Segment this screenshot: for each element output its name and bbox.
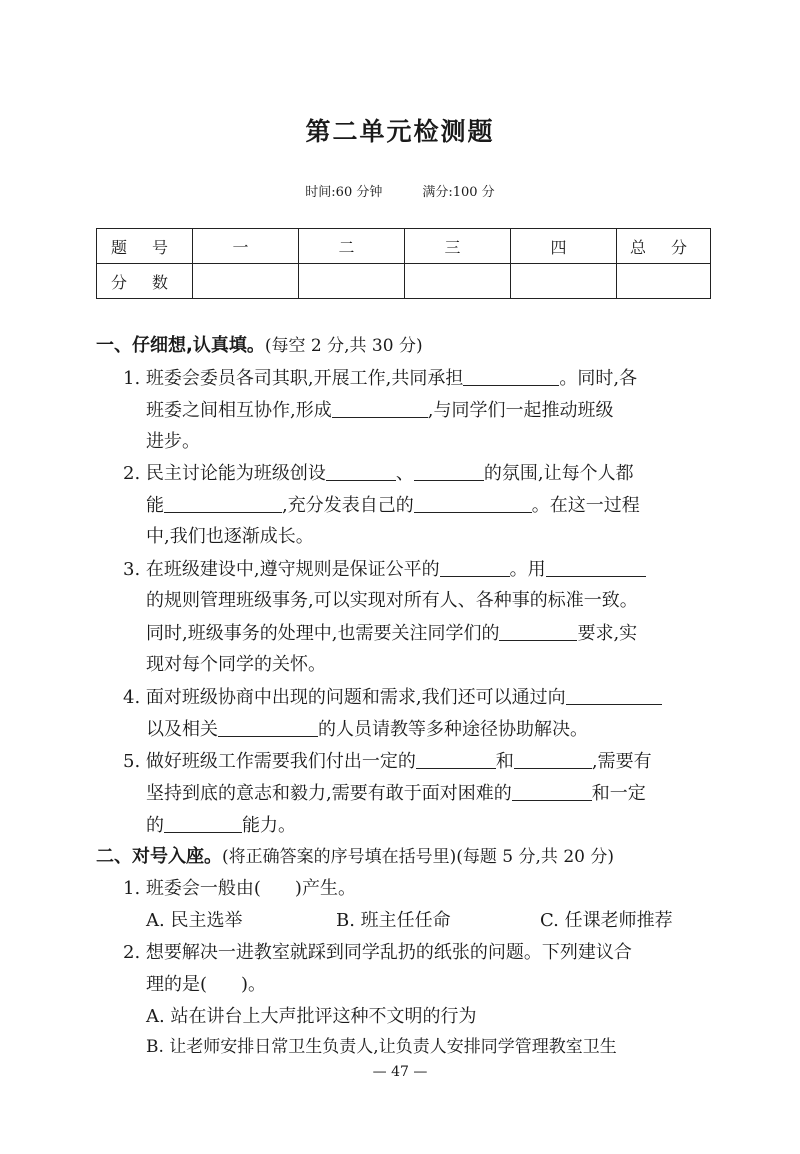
question-line: 能 ,充分发表自己的 。在这一过程: [146, 495, 640, 516]
table-cell: 分 数: [97, 264, 193, 299]
answer-blank[interactable]: [218, 718, 318, 737]
table-cell: 一: [193, 229, 299, 264]
answer-blank[interactable]: [463, 367, 559, 386]
answer-blank[interactable]: [332, 399, 428, 418]
option-b: B. 让老师安排日常卫生负责人,让负责人安排同学管理教室卫生: [146, 1037, 617, 1057]
answer-blank[interactable]: [416, 750, 496, 769]
option-a: A. 站在讲台上大声批评这种不文明的行为: [146, 1006, 477, 1027]
question-line: 进步。: [146, 431, 200, 452]
table-cell: 题 号: [97, 229, 193, 264]
page-title: 第二单元检测题: [305, 117, 495, 146]
answer-blank[interactable]: [514, 750, 592, 769]
question-line: 坚持到底的意志和毅力,需要有敢于面对困难的 和一定: [146, 783, 646, 804]
score-input-cell[interactable]: [193, 264, 299, 299]
table-cell: 总 分: [617, 229, 711, 264]
question-line: 的 能力。: [146, 815, 296, 836]
table-row: [97, 264, 711, 299]
answer-blank[interactable]: [440, 558, 510, 577]
table-row: [97, 229, 711, 264]
question-line: 中,我们也逐渐成长。: [146, 526, 314, 547]
score-input-cell[interactable]: [617, 264, 711, 299]
table-cell: 二: [299, 229, 405, 264]
exam-meta: [0, 181, 800, 200]
question-line: 现对每个同学的关怀。: [146, 654, 326, 675]
section-heading: 一、仔细想,认真填。(每空 2 分,共 30 分): [96, 335, 423, 356]
question-line: 同时,班级事务的处理中,也需要关注同学们的 要求,实: [146, 623, 638, 644]
answer-blank[interactable]: [499, 622, 577, 641]
question-line: 以及相关 的人员请教等多种途径协助解决。: [146, 719, 588, 740]
table-cell: 四: [511, 229, 617, 264]
option-b: B. 班主任任命: [336, 910, 451, 931]
answer-blank[interactable]: [546, 558, 646, 577]
answer-blank[interactable]: [164, 814, 242, 833]
question-line: 的规则管理班级事务,可以实现对所有人、各种事的标准一致。: [146, 590, 638, 611]
question-line: 理的是( )。: [146, 974, 267, 995]
full-score: 满分:100 分: [422, 185, 495, 200]
question-line: 2. 想要解决一进教室就踩到同学乱扔的纸张的问题。下列建议合: [123, 942, 632, 963]
answer-blank[interactable]: [512, 782, 592, 801]
answer-blank[interactable]: [414, 462, 484, 481]
question-line: 1. 班委会委员各司其职,开展工作,共同承担 。同时,各: [123, 368, 638, 389]
question-line: 5. 做好班级工作需要我们付出一定的 和 ,需要有: [123, 751, 652, 772]
answer-blank[interactable]: [414, 494, 532, 513]
table-cell: 三: [405, 229, 511, 264]
answer-blank[interactable]: [164, 494, 282, 513]
score-input-cell[interactable]: [511, 264, 617, 299]
score-input-cell[interactable]: [405, 264, 511, 299]
score-input-cell[interactable]: [299, 264, 405, 299]
question-line: 3. 在班级建设中,遵守规则是保证公平的 。用: [123, 558, 646, 581]
question-line: 2. 民主讨论能为班级创设 、 的氛围,让每个人都: [123, 463, 634, 484]
question-line: 1. 班委会一般由( )产生。: [123, 878, 356, 899]
question-line: 班委之间相互协作,形成 ,与同学们一起推动班级: [146, 400, 614, 421]
answer-blank[interactable]: [326, 462, 396, 481]
section-heading: 二、对号入座。(将正确答案的序号填在括号里)(每题 5 分,共 20 分): [96, 846, 614, 867]
answer-blank[interactable]: [566, 686, 662, 705]
score-table: [96, 228, 711, 299]
page-number: — 47 —: [372, 1064, 428, 1080]
time-limit: 时间:60 分钟: [305, 185, 383, 200]
question-line: 4. 面对班级协商中出现的问题和需求,我们还可以通过向: [123, 686, 662, 709]
option-c: C. 任课老师推荐: [540, 910, 673, 931]
option-a: A. 民主选举: [146, 910, 243, 931]
